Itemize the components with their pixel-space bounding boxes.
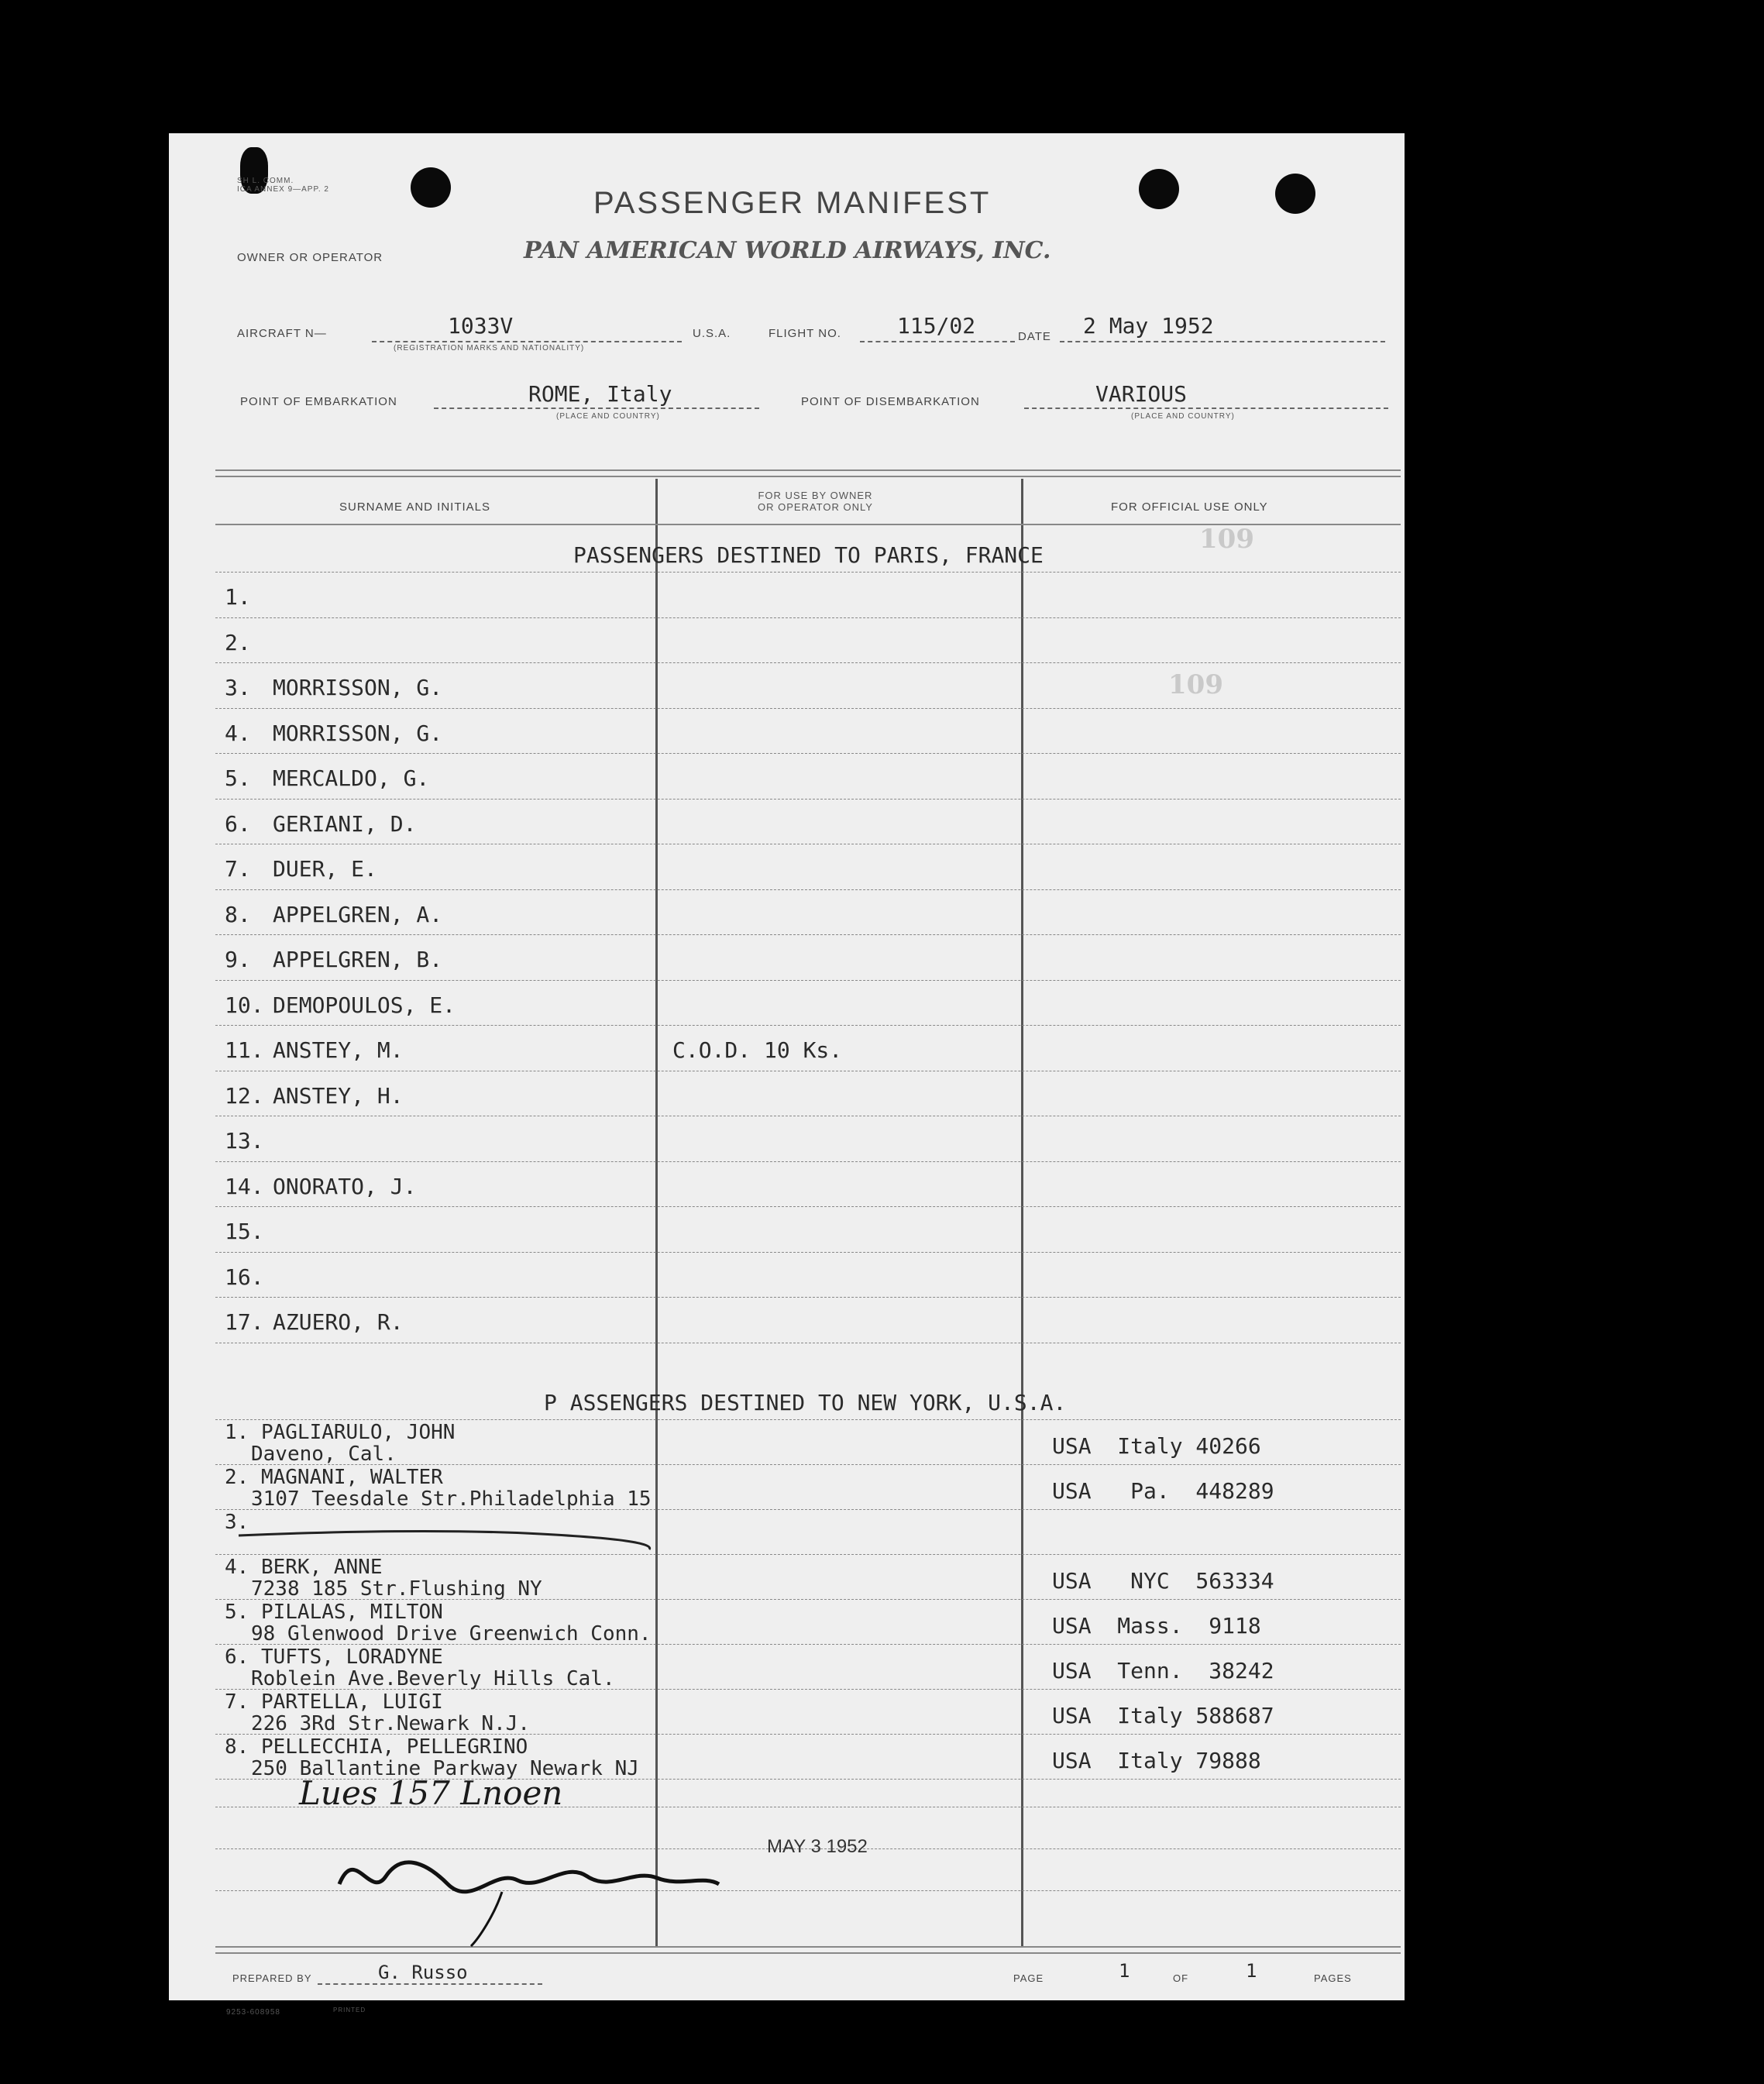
row-rule bbox=[215, 1252, 1401, 1253]
passenger-name: GERIANI, D. bbox=[273, 810, 417, 837]
row-rule bbox=[215, 1644, 1401, 1645]
printed-mark: PRINTED bbox=[333, 2007, 366, 2014]
passenger-name: ONORATO, J. bbox=[273, 1173, 417, 1199]
passenger-number: 16. bbox=[225, 1264, 264, 1290]
official-entry: USA Pa. 448289 bbox=[1052, 1478, 1274, 1504]
passenger-number: 5. bbox=[225, 765, 251, 791]
registration-note: (REGISTRATION MARKS AND NATIONALITY) bbox=[394, 344, 585, 352]
column-header-surname: SURNAME AND INITIALS bbox=[339, 500, 491, 514]
row-rule bbox=[215, 1464, 1401, 1465]
pages-label: PAGES bbox=[1314, 1972, 1352, 1984]
passenger-name: 8. PELLECCHIA, PELLEGRINO bbox=[225, 1735, 528, 1759]
official-entry: USA Italy 588687 bbox=[1052, 1703, 1274, 1728]
prepared-by-value: G. Russo bbox=[378, 1962, 468, 1983]
table-top-rule bbox=[215, 476, 1401, 477]
passenger-number: 8. bbox=[225, 901, 251, 927]
passenger-name: MORRISSON, G. bbox=[273, 720, 443, 746]
handwritten-note: Lues 157 Lnoen bbox=[299, 1774, 563, 1812]
row-rule bbox=[215, 1509, 1401, 1510]
disembarkation-value: VARIOUS bbox=[1095, 381, 1188, 407]
flight-number: 115/02 bbox=[897, 313, 976, 339]
table-top-rule bbox=[215, 469, 1401, 471]
passenger-name: APPELGREN, A. bbox=[273, 901, 443, 927]
manifest-sheet bbox=[169, 133, 1405, 2017]
passenger-address: Daveno, Cal. bbox=[251, 1443, 397, 1466]
passenger-address: Roblein Ave.Beverly Hills Cal. bbox=[251, 1667, 615, 1690]
column-divider bbox=[1021, 479, 1023, 1948]
row-rule bbox=[215, 1689, 1401, 1690]
passenger-name: ANSTEY, H. bbox=[273, 1082, 404, 1109]
row-rule bbox=[215, 799, 1401, 800]
passenger-name: 3. bbox=[225, 1511, 249, 1534]
row-rule bbox=[215, 1206, 1401, 1207]
row-rule bbox=[215, 708, 1401, 709]
official-entry: USA Italy 79888 bbox=[1052, 1748, 1261, 1773]
aircraft-label: AIRCRAFT N— bbox=[237, 327, 327, 340]
stamp-number: 109 bbox=[1199, 524, 1254, 555]
punch-hole bbox=[1275, 174, 1315, 214]
disembarkation-label: POINT OF DISEMBARKATION bbox=[801, 395, 980, 408]
disembark-underline bbox=[1024, 408, 1388, 409]
passenger-number: 6. bbox=[225, 810, 251, 837]
passenger-name: 1. PAGLIARULO, JOHN bbox=[225, 1421, 456, 1444]
page-title: PASSENGER MANIFEST bbox=[593, 186, 992, 220]
passenger-number: 17. bbox=[225, 1309, 264, 1335]
date-stamp: MAY 3 1952 bbox=[767, 1836, 868, 1857]
row-rule bbox=[215, 1161, 1401, 1162]
passenger-name: APPELGREN, B. bbox=[273, 947, 443, 972]
row-rule bbox=[215, 980, 1401, 981]
passenger-address: 226 3Rd Str.Newark N.J. bbox=[251, 1712, 531, 1735]
handwritten-signature bbox=[324, 1830, 727, 1954]
strike-line bbox=[231, 1520, 665, 1559]
passenger-number: 15. bbox=[225, 1219, 264, 1244]
row-rule bbox=[215, 617, 1401, 618]
passenger-number: 1. bbox=[225, 584, 251, 610]
passenger-name: AZUERO, R. bbox=[273, 1309, 404, 1335]
flight-underline bbox=[860, 341, 1015, 342]
passenger-number: 4. bbox=[225, 720, 251, 746]
usa-label: U.S.A. bbox=[693, 327, 731, 340]
passenger-number: 9. bbox=[225, 947, 251, 972]
passenger-name: DEMOPOULOS, E. bbox=[273, 992, 456, 1018]
owner-note: C.O.D. 10 Ks. bbox=[672, 1037, 843, 1063]
row-rule bbox=[215, 1599, 1401, 1600]
date-label: DATE bbox=[1018, 330, 1051, 343]
passenger-address: 98 Glenwood Drive Greenwich Conn. bbox=[251, 1622, 652, 1646]
row-rule bbox=[215, 753, 1401, 754]
passenger-number: 12. bbox=[225, 1082, 264, 1109]
of-label: OF bbox=[1173, 1972, 1189, 1984]
paris-heading: PASSENGERS DESTINED TO PARIS, FRANCE bbox=[573, 542, 1044, 568]
total-pages: 1 bbox=[1246, 1960, 1257, 1982]
row-rule bbox=[215, 662, 1401, 663]
owner-label: OWNER OR OPERATOR bbox=[237, 251, 383, 264]
embarkation-value: ROME, Italy bbox=[528, 381, 672, 407]
newyork-heading: P ASSENGERS DESTINED TO NEW YORK, U.S.A. bbox=[544, 1390, 1067, 1415]
passenger-name: 6. TUFTS, LORADYNE bbox=[225, 1646, 443, 1669]
disembark-place-note: (PLACE AND COUNTRY) bbox=[1131, 412, 1235, 421]
aircraft-underline bbox=[372, 341, 682, 342]
punch-hole bbox=[411, 167, 451, 208]
passenger-number: 3. bbox=[225, 675, 251, 700]
passenger-name: 2. MAGNANI, WALTER bbox=[225, 1466, 443, 1489]
flight-label: FLIGHT NO. bbox=[769, 327, 841, 340]
passenger-name: MERCALDO, G. bbox=[273, 765, 430, 791]
passenger-number: 7. bbox=[225, 856, 251, 882]
passenger-name: 7. PARTELLA, LUIGI bbox=[225, 1690, 443, 1714]
official-entry: USA Italy 40266 bbox=[1052, 1433, 1261, 1459]
official-entry: USA Tenn. 38242 bbox=[1052, 1658, 1274, 1683]
passenger-number: 14. bbox=[225, 1173, 264, 1199]
punch-hole bbox=[1139, 169, 1179, 209]
date-underline bbox=[1060, 341, 1385, 342]
passenger-address: 3107 Teesdale Str.Philadelphia 15 bbox=[251, 1487, 652, 1511]
row-rule bbox=[215, 1297, 1401, 1298]
form-reference: SH L. COMM. ICA ANNEX 9—APP. 2 bbox=[237, 177, 329, 194]
embark-underline bbox=[434, 408, 759, 409]
row-rule bbox=[215, 1419, 1401, 1420]
passenger-name: DUER, E. bbox=[273, 856, 377, 882]
page-number: 1 bbox=[1119, 1960, 1130, 1982]
passenger-name: MORRISSON, G. bbox=[273, 675, 443, 700]
passenger-number: 10. bbox=[225, 992, 264, 1018]
owner-name: PAN AMERICAN WORLD AIRWAYS, INC. bbox=[524, 237, 1051, 264]
stamp-number: 109 bbox=[1168, 669, 1223, 700]
passenger-number: 2. bbox=[225, 629, 251, 655]
passenger-number: 11. bbox=[225, 1037, 264, 1063]
row-rule bbox=[215, 572, 1401, 573]
form-number: 9253-608958 bbox=[226, 2008, 280, 2017]
passenger-address: 7238 185 Str.Flushing NY bbox=[251, 1577, 542, 1601]
passenger-address: 250 Ballantine Parkway Newark NJ bbox=[251, 1757, 639, 1780]
prepared-underline bbox=[318, 1983, 542, 1985]
column-divider bbox=[655, 479, 658, 1948]
passenger-name: 4. BERK, ANNE bbox=[225, 1556, 383, 1579]
official-entry: USA Mass. 9118 bbox=[1052, 1613, 1261, 1639]
page-label: PAGE bbox=[1013, 1972, 1044, 1984]
official-entry: USA NYC 563334 bbox=[1052, 1568, 1274, 1594]
passenger-number: 13. bbox=[225, 1128, 264, 1154]
passenger-name: 5. PILALAS, MILTON bbox=[225, 1601, 443, 1624]
aircraft-value: 1033V bbox=[448, 313, 514, 339]
prepared-by-label: PREPARED BY bbox=[232, 1972, 312, 1984]
flight-date: 2 May 1952 bbox=[1083, 313, 1214, 339]
row-rule bbox=[215, 889, 1401, 890]
row-rule bbox=[215, 1734, 1401, 1735]
column-header-official: FOR OFFICIAL USE ONLY bbox=[1111, 500, 1268, 514]
row-rule bbox=[215, 934, 1401, 935]
column-header-owner: FOR USE BY OWNER OR OPERATOR ONLY bbox=[758, 490, 873, 513]
embark-place-note: (PLACE AND COUNTRY) bbox=[556, 412, 660, 421]
row-rule bbox=[215, 1025, 1401, 1026]
passenger-name: ANSTEY, M. bbox=[273, 1037, 404, 1063]
embarkation-label: POINT OF EMBARKATION bbox=[240, 395, 397, 408]
